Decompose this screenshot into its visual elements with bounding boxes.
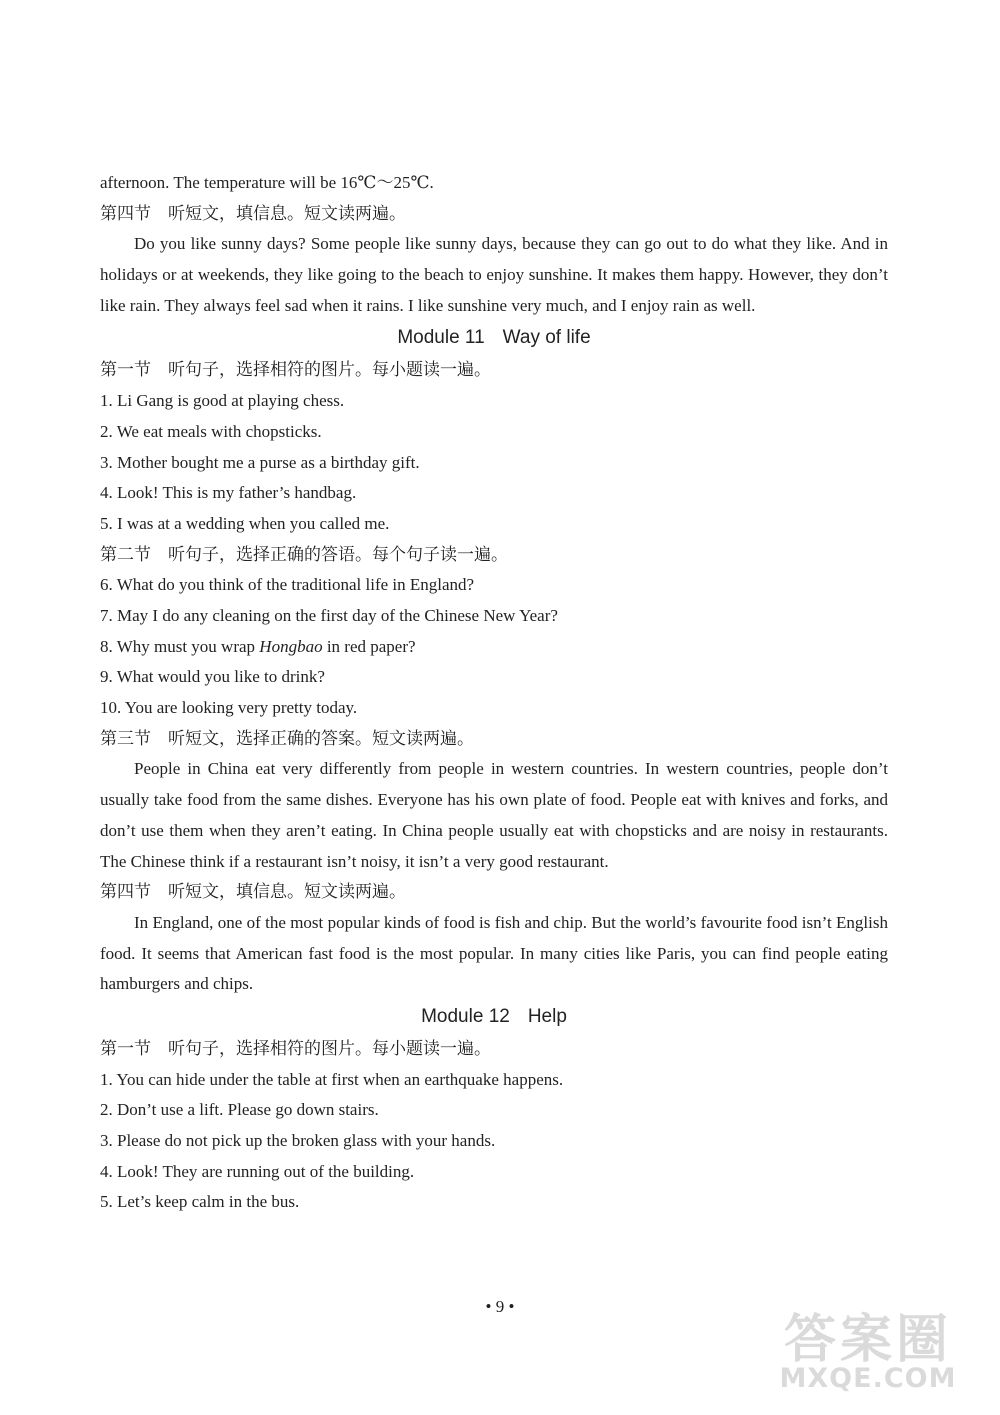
question-item: 3. Please do not pick up the broken glass with your hands. <box>100 1131 496 1151</box>
question-item: 9. What would you like to drink? <box>100 667 325 687</box>
question-item: 4. Look! They are running out of the building. <box>100 1161 415 1181</box>
question-item: 1. Li Gang is good at playing chess. <box>100 391 345 411</box>
text-line: afternoon. The temperature will be 16℃～25℃. <box>100 173 434 192</box>
question-item: 5. I was at a wedding when you called me. <box>100 513 390 533</box>
section-heading: 第四节 听短文，填信息。短文读两遍。 <box>100 882 406 903</box>
section-heading: 第一节 听句子，选择相符的图片。每小题读一遍。 <box>100 360 491 381</box>
module-number: Module 11 <box>397 327 485 349</box>
question-text: in red paper? <box>322 636 416 656</box>
question-item: 1. You can hide under the table at first when an earthquake happens. <box>100 1069 564 1089</box>
question-item: 5. Let’s keep calm in the bus. <box>100 1192 300 1212</box>
question-item: 3. Mother bought me a purse as a birthday gift. <box>100 452 420 472</box>
section-heading: 第一节 听句子，选择相符的图片。每小题读一遍。 <box>100 1039 491 1060</box>
watermark-site-text: MXQE.COM <box>779 1363 957 1394</box>
question-item: 10. You are looking very pretty today. <box>100 698 358 718</box>
section-heading: 第四节 听短文，填信息。短文读两遍。 <box>100 203 406 224</box>
watermark-logo-text: 答案圈 <box>783 1310 952 1370</box>
question-item: 4. Look! This is my father’s handbag. <box>100 483 357 503</box>
page-content <box>100 168 888 1218</box>
question-item <box>100 632 888 663</box>
section-heading: 第二节 听句子，选择正确的答语。每个句子读一遍。 <box>100 544 508 565</box>
watermark-logo <box>758 1297 978 1407</box>
section-heading: 第三节 听短文，选择正确的答案。短文读两遍。 <box>100 728 474 749</box>
module-number: Module 12 <box>421 1006 510 1028</box>
page-number: • 9 • <box>485 1297 515 1316</box>
question-item: 2. Don’t use a lift. Please go down stairs. <box>100 1100 379 1120</box>
module-12-title <box>100 1000 888 1034</box>
question-text: 8. Why must you wrap <box>100 636 260 656</box>
module-name: Help <box>527 1006 567 1028</box>
module-11-title <box>100 321 888 355</box>
question-item: 7. May I do any cleaning on the first day of the Chinese New Year? <box>100 605 558 625</box>
question-item: 2. We eat meals with chopsticks. <box>100 421 322 441</box>
paragraph: In England, one of the most popular kinds of food is fish and chip. But the world’s favourite food isn’t English food. It seems that American fast food is the most popular. In many cities like Paris, you can find people eating hamburgers and chips. <box>100 912 888 994</box>
module-name: Way of life <box>502 327 591 349</box>
italic-term: Hongbao <box>259 636 323 656</box>
paragraph: People in China eat very differently from people in western countries. In western countries, people don’t usually take food from the same dishes. Everyone has his own plate of food. People eat with knives and forks, and don’t use them when they aren’t eating. In China people usually eat with chopsticks and are noisy in restaurants. The Chinese think if a restaurant isn’t noisy, it isn’t a very good restaurant. <box>100 759 888 871</box>
question-item: 6. What do you think of the traditional life in England? <box>100 575 475 595</box>
paragraph: Do you like sunny days? Some people like sunny days, because they can go out to do what they like. And in holidays or at weekends, they like going to the beach to enjoy sunshine. It makes them happy. However, they don’t like rain. They always feel sad when it rains. I like sunshine very much, and I enjoy rain as well. <box>100 234 888 315</box>
